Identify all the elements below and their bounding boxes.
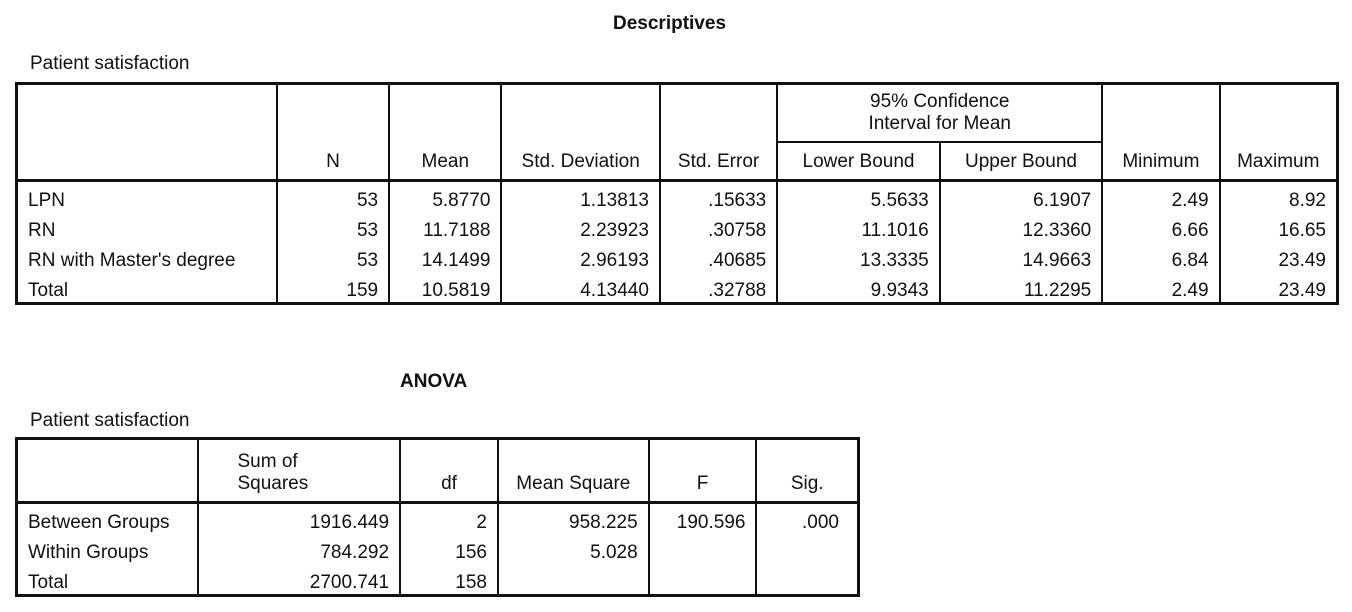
cell-df: 156 bbox=[400, 534, 498, 564]
descriptives-caption: Patient satisfaction bbox=[30, 53, 190, 74]
col-header-minimum: Minimum bbox=[1102, 84, 1219, 181]
cell-ms bbox=[498, 564, 649, 596]
descriptives-corner-cell bbox=[17, 84, 277, 181]
col-header-mean-square: Mean Square bbox=[498, 439, 649, 503]
cell-f bbox=[649, 564, 757, 596]
cell-upper: 6.1907 bbox=[940, 180, 1102, 212]
col-header-mean: Mean bbox=[389, 84, 501, 181]
cell-df: 158 bbox=[400, 564, 498, 596]
cell-ss: 2700.741 bbox=[198, 564, 400, 596]
cell-sd: 2.96193 bbox=[501, 242, 659, 272]
cell-sig: .000 bbox=[756, 503, 858, 535]
cell-upper: 14.9663 bbox=[940, 242, 1102, 272]
cell-f: 190.596 bbox=[649, 503, 757, 535]
table-row bbox=[17, 212, 1338, 242]
cell-lower: 5.5633 bbox=[777, 180, 939, 212]
cell-mean: 11.7188 bbox=[389, 212, 501, 242]
cell-max: 23.49 bbox=[1220, 242, 1338, 272]
table-row bbox=[17, 503, 859, 535]
descriptives-header-row-1 bbox=[17, 84, 1338, 142]
cell-sd: 1.13813 bbox=[501, 180, 659, 212]
cell-min: 2.49 bbox=[1102, 180, 1219, 212]
anova-caption: Patient satisfaction bbox=[30, 410, 190, 431]
col-header-std-deviation: Std. Deviation bbox=[501, 84, 659, 181]
table-row bbox=[17, 534, 859, 564]
anova-header-row bbox=[17, 439, 859, 503]
anova-table bbox=[15, 437, 860, 597]
row-label: Total bbox=[17, 564, 199, 596]
col-header-std-error: Std. Error bbox=[660, 84, 777, 181]
cell-lower: 11.1016 bbox=[777, 212, 939, 242]
cell-se: .40685 bbox=[660, 242, 777, 272]
anova-corner-cell bbox=[17, 439, 199, 503]
table-row-total bbox=[17, 564, 859, 596]
table-row bbox=[17, 180, 1338, 212]
cell-mean: 10.5819 bbox=[389, 272, 501, 304]
cell-n: 159 bbox=[277, 272, 389, 304]
cell-lower: 13.3335 bbox=[777, 242, 939, 272]
cell-max: 16.65 bbox=[1220, 212, 1338, 242]
row-label: RN bbox=[17, 212, 277, 242]
table-row bbox=[17, 242, 1338, 272]
cell-n: 53 bbox=[277, 180, 389, 212]
col-header-upper-bound: Upper Bound bbox=[940, 142, 1102, 181]
cell-se: .30758 bbox=[660, 212, 777, 242]
cell-min: 6.66 bbox=[1102, 212, 1219, 242]
row-label: Between Groups bbox=[17, 503, 199, 535]
cell-sig bbox=[756, 564, 858, 596]
cell-sd: 4.13440 bbox=[501, 272, 659, 304]
cell-upper: 11.2295 bbox=[940, 272, 1102, 304]
cell-se: .15633 bbox=[660, 180, 777, 212]
cell-min: 6.84 bbox=[1102, 242, 1219, 272]
col-header-sum-of-squares: Sum of Squares bbox=[198, 439, 400, 503]
cell-mean: 14.1499 bbox=[389, 242, 501, 272]
cell-ss: 784.292 bbox=[198, 534, 400, 564]
anova-title: ANOVA bbox=[400, 371, 468, 392]
col-header-df: df bbox=[400, 439, 498, 503]
table-row-total bbox=[17, 272, 1338, 304]
col-header-f: F bbox=[649, 439, 757, 503]
descriptives-title: Descriptives bbox=[613, 13, 727, 34]
col-header-n: N bbox=[277, 84, 389, 181]
cell-f bbox=[649, 534, 757, 564]
descriptives-table bbox=[15, 82, 1339, 305]
cell-upper: 12.3360 bbox=[940, 212, 1102, 242]
cell-sig bbox=[756, 534, 858, 564]
cell-min: 2.49 bbox=[1102, 272, 1219, 304]
cell-n: 53 bbox=[277, 242, 389, 272]
row-label: Total bbox=[17, 272, 277, 304]
row-label: RN with Master's degree bbox=[17, 242, 277, 272]
cell-ms: 5.028 bbox=[498, 534, 649, 564]
cell-ss: 1916.449 bbox=[198, 503, 400, 535]
ci-header: 95% Confidence Interval for Mean bbox=[777, 84, 1102, 142]
col-header-lower-bound: Lower Bound bbox=[777, 142, 939, 181]
cell-se: .32788 bbox=[660, 272, 777, 304]
row-label: Within Groups bbox=[17, 534, 199, 564]
cell-max: 23.49 bbox=[1220, 272, 1338, 304]
cell-df: 2 bbox=[400, 503, 498, 535]
cell-ms: 958.225 bbox=[498, 503, 649, 535]
cell-lower: 9.9343 bbox=[777, 272, 939, 304]
cell-max: 8.92 bbox=[1220, 180, 1338, 212]
row-label: LPN bbox=[17, 180, 277, 212]
cell-sd: 2.23923 bbox=[501, 212, 659, 242]
col-header-maximum: Maximum bbox=[1220, 84, 1338, 181]
col-header-sig: Sig. bbox=[756, 439, 858, 503]
cell-n: 53 bbox=[277, 212, 389, 242]
cell-mean: 5.8770 bbox=[389, 180, 501, 212]
